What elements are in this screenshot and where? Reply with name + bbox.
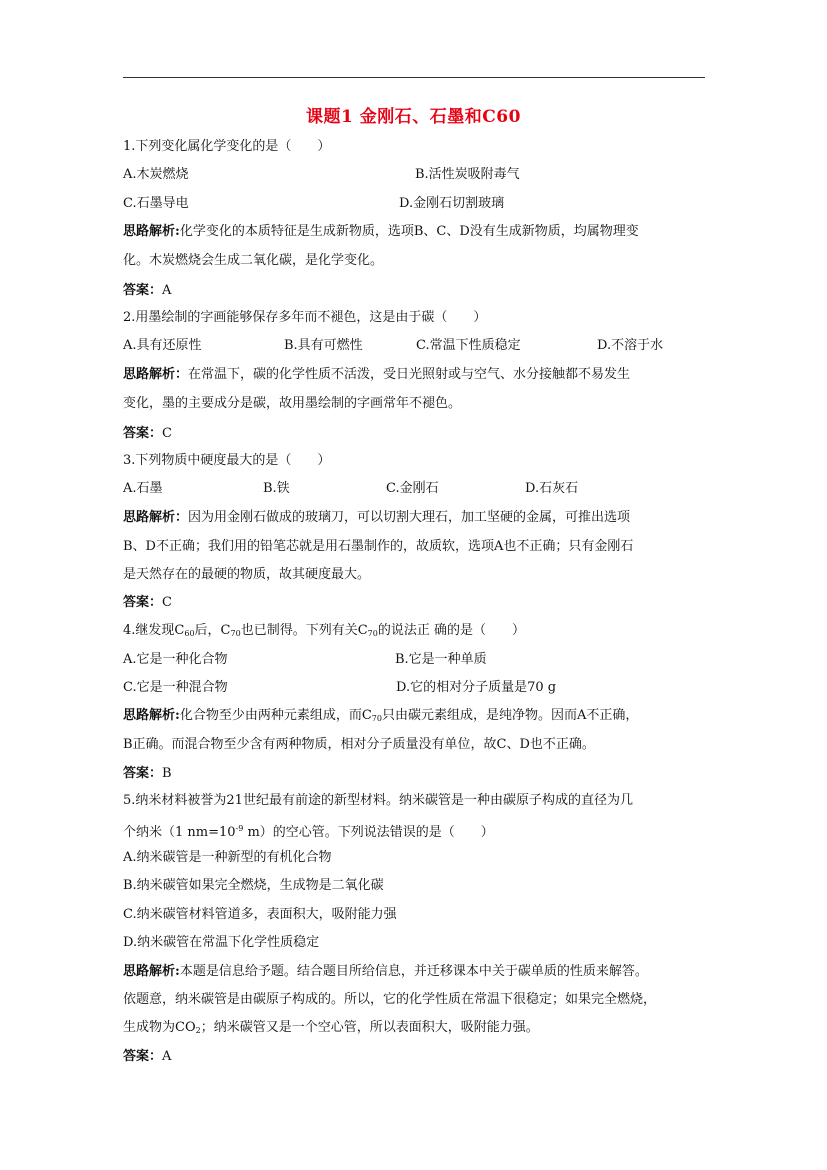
answer-value: B bbox=[162, 766, 172, 781]
q4-answer bbox=[123, 764, 172, 784]
subscript: 70 bbox=[230, 629, 241, 638]
subscript: 70 bbox=[371, 714, 382, 723]
q5-option-c: C.纳米碳管材料管道多，表面积大，吸附能力强 bbox=[123, 907, 397, 922]
subscript: 70 bbox=[367, 629, 378, 638]
q2-analysis-text: 在常温下，碳的化学性质不活泼，受日光照射或与空气、水分接触都不易发生 bbox=[188, 367, 631, 382]
analysis-text: 生成物为CO bbox=[123, 1020, 196, 1035]
q4-analysis-line-2: B正确。而混合物至少含有两种物质，相对分子质量没有单位，故C、D也不正确。 bbox=[123, 737, 595, 752]
answer-value: A bbox=[162, 1049, 172, 1064]
q2-analysis-line-2: 变化，墨的主要成分是碳，故用墨绘制的字画常年不褪色。 bbox=[123, 396, 462, 411]
q3-analysis-line-3: 是天然存在的最硬的物质，故其硬度最大。 bbox=[123, 567, 371, 582]
q5-analysis-line-2: 依题意，纳米碳管是由碳原子构成的。所以，它的化学性质在常温下很稳定；如果完全燃烧， bbox=[123, 992, 657, 1007]
answer-value: C bbox=[162, 595, 172, 610]
superscript: -9 bbox=[235, 824, 244, 833]
q2-option-d: D.不溶于水 bbox=[597, 338, 664, 353]
subscript: 60 bbox=[184, 629, 195, 638]
answer-value: A bbox=[162, 283, 172, 298]
q2-answer bbox=[123, 424, 172, 444]
stem-text: m）的空心管。下列说法错误的是（ ） bbox=[243, 825, 494, 840]
question-5-stem-line-1: 5.纳米材料被誉为21世纪最有前途的新型材料。纳米碳管是一种由碳原子构成的直径为几 bbox=[123, 793, 633, 808]
stem-text: 的说法正 确的是（ ） bbox=[377, 623, 525, 638]
answer-label: 答案： bbox=[123, 595, 163, 610]
q1-analysis-line-1 bbox=[123, 222, 639, 242]
answer-label: 答案： bbox=[123, 426, 163, 441]
q4-analysis-line-1 bbox=[123, 706, 638, 729]
q4-option-d: D.它的相对分子质量是70 g bbox=[396, 680, 557, 695]
analysis-label: 思路解析: bbox=[123, 964, 180, 979]
q4-option-c: C.它是一种混合物 bbox=[123, 680, 228, 695]
q1-answer bbox=[123, 281, 171, 301]
q1-option-b: B.活性炭吸附毒气 bbox=[415, 167, 520, 182]
analysis-text: 只由碳元素组成，是纯净物。因而A不正确， bbox=[381, 708, 639, 723]
question-2-stem: 2.用墨绘制的字画能够保存多年而不褪色，这是由于碳（ ） bbox=[123, 310, 487, 325]
answer-label: 答案： bbox=[123, 283, 163, 298]
page-title: 课题1 金刚石、石墨和C60 bbox=[306, 107, 521, 127]
answer-label: 答案： bbox=[123, 1049, 163, 1064]
question-1-stem: 1.下列变化属化学变化的是（ ） bbox=[123, 139, 331, 154]
q3-option-c: C.金刚石 bbox=[386, 481, 439, 496]
q2-option-a: A.具有还原性 bbox=[123, 338, 202, 353]
analysis-label: 思路解析: bbox=[123, 708, 180, 723]
q4-option-b: B.它是一种单质 bbox=[395, 652, 487, 667]
stem-text: 4.继发现C bbox=[123, 623, 185, 638]
stem-text: 也已制得。下列有关C bbox=[240, 623, 368, 638]
q2-option-c: C.常温下性质稳定 bbox=[416, 338, 521, 353]
answer-label: 答案： bbox=[123, 766, 163, 781]
q5-option-b: B.纳米碳管如果完全燃烧，生成物是二氧化碳 bbox=[123, 878, 384, 893]
q5-answer bbox=[123, 1047, 171, 1067]
subscript: 2 bbox=[195, 1026, 201, 1035]
q3-analysis-line-2: B、D不正确；我们用的铅笔芯就是用石墨制作的，故质软，选项A也不正确；只有金刚石 bbox=[123, 539, 634, 554]
q3-analysis-text: 因为用金刚石做成的玻璃刀，可以切割大理石，加工坚硬的金属，可推出选项 bbox=[188, 510, 631, 525]
q5-option-a: A.纳米碳管是一种新型的有机化合物 bbox=[123, 850, 332, 865]
q1-option-d: D.金刚石切割玻璃 bbox=[399, 196, 505, 211]
q1-analysis-text: 化学变化的本质特征是生成新物质，选项B、C、D没有生成新物质，均属物理变 bbox=[179, 224, 639, 239]
analysis-label: 思路解析： bbox=[123, 367, 189, 382]
q2-analysis-line-1 bbox=[123, 365, 630, 385]
answer-value: C bbox=[162, 426, 172, 441]
analysis-text: 化合物至少由两种元素组成，而C bbox=[179, 708, 372, 723]
q1-option-c: C.石墨导电 bbox=[123, 196, 189, 211]
q5-analysis-line-1 bbox=[123, 962, 648, 982]
q1-analysis-line-2: 化。木炭燃烧会生成二氧化碳，是化学变化。 bbox=[123, 253, 384, 268]
stem-text: 个纳米（1 nm=10 bbox=[123, 825, 236, 840]
header-rule bbox=[123, 77, 705, 78]
q3-answer bbox=[123, 593, 172, 613]
q2-option-b: B.具有可燃性 bbox=[284, 338, 363, 353]
q3-option-b: B.铁 bbox=[263, 481, 290, 496]
q5-analysis-text: 本题是信息给予题。结合题目所给信息，并迁移课本中关于碳单质的性质来解答。 bbox=[179, 964, 648, 979]
q5-option-d: D.纳米碳管在常温下化学性质稳定 bbox=[123, 935, 320, 950]
analysis-label: 思路解析： bbox=[123, 510, 189, 525]
analysis-label: 思路解析: bbox=[123, 224, 180, 239]
q3-analysis-line-1 bbox=[123, 508, 630, 528]
question-3-stem: 3.下列物质中硬度最大的是（ ） bbox=[123, 453, 331, 468]
analysis-text: ；纳米碳管又是一个空心管，所以表面积大，吸附能力强。 bbox=[200, 1020, 539, 1035]
stem-text: 后，C bbox=[194, 623, 231, 638]
q5-analysis-line-3 bbox=[123, 1018, 539, 1041]
question-4-stem bbox=[123, 621, 525, 644]
q3-option-d: D.石灰石 bbox=[525, 481, 579, 496]
q3-option-a: A.石墨 bbox=[123, 481, 163, 496]
q4-option-a: A.它是一种化合物 bbox=[123, 652, 228, 667]
q1-option-a: A.木炭燃烧 bbox=[123, 167, 189, 182]
question-5-stem-line-2 bbox=[123, 819, 494, 843]
